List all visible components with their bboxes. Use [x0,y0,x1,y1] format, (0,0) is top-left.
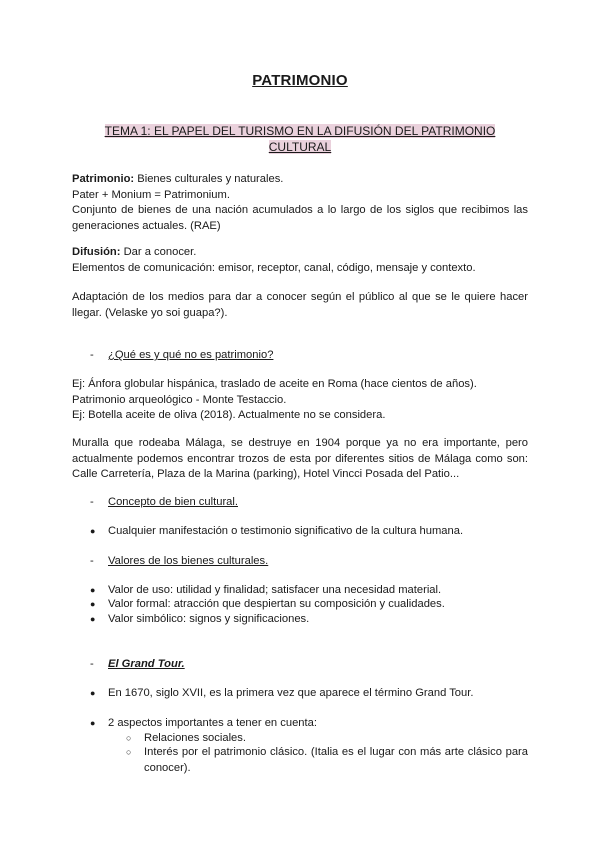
example-2: Ej: Botella aceite de oliva (2018). Actualmente no se considera. [72,409,386,421]
elementos-line: Elementos de comunicación: emisor, receptor, canal, código, mensaje y contexto. [72,261,476,274]
adaptacion-paragraph: Adaptación de los medios para dar a conocer según el público al que se le quiere hacer llegar. (Velaske yo soi guapa?). [72,291,528,319]
grand-tour-heading [90,657,185,672]
patrimonio-section [72,172,528,234]
etymology-line: Pater + Monium = Patrimonium. [72,188,230,201]
grand-tour-text: El Grand Tour. [108,658,185,670]
difusion-label: Difusión: [72,246,121,258]
bullet-item [90,612,528,628]
bullet-dot: ● [90,718,96,728]
bullet-dot: ● [90,688,96,698]
bullet-item [90,597,528,613]
bullet-text: Cualquier manifestación o testimonio significativo de la cultura humana. [108,525,464,537]
bullet-dot: ● [90,526,96,536]
dash-marker: - [90,349,94,361]
patrimonio-label: Patrimonio: [72,173,135,185]
bullet-item [90,716,528,732]
bullet-item [90,686,528,702]
dash-marker: - [90,555,94,567]
dash-marker: - [90,658,94,670]
topic-heading-text: TEMA 1: EL PAPEL DEL TURISMO EN LA DIFUSIÓN DEL PATRIMONIO CULTURAL [104,124,496,154]
question-text: ¿Qué es y qué no es patrimonio? [108,349,274,361]
sub-bullet-text: Interés por el patrimonio clásico. (Italia es el lugar con más arte clásico para conocer). [144,746,528,774]
conjunto-paragraph: Conjunto de bienes de una nación acumulados a lo largo de los siglos que recibimos las generaciones actuales. (RAE) [72,204,528,232]
valores-heading [90,554,268,569]
dash-marker: - [90,496,94,508]
bullet-text: En 1670, siglo XVII, es la primera vez que aparece el término Grand Tour. [108,687,474,699]
page-title: PATRIMONIO [252,72,348,89]
bullet-text: Valor simbólico: signos y significaciones. [108,613,310,625]
sub-bullet-item [126,745,528,776]
bullet-item [90,524,528,540]
valores-text: Valores de los bienes culturales. [108,555,269,567]
bullet-circle: ○ [126,733,132,743]
question-heading [90,348,273,363]
concepto-heading [90,495,238,510]
bullet-dot: ● [90,585,96,595]
muralla-paragraph: Muralla que rodeaba Málaga, se destruye en 1904 porque ya no era importante, pero actualmente podemos encontrar trozos de esta por diferentes sitios de Málaga como son: Calle Carretería, Plaza de la Marina (parking), Hotel Vincci Posada del Patio... [72,437,528,480]
bullet-text: Valor formal: atracción que despiertan su composición y cualidades. [108,598,445,610]
patrimonio-definition: Bienes culturales y naturales. [134,173,284,185]
example-1: Ej: Ánfora globular hispánica, traslado de aceite en Roma (hace cientos de años). [72,378,477,390]
bullet-dot: ● [90,599,96,609]
bullet-circle: ○ [126,747,132,757]
bullet-text: Valor de uso: utilidad y finalidad; satisfacer una necesidad material. [108,584,442,596]
bullet-dot: ● [90,614,96,624]
bullet-text: 2 aspectos importantes a tener en cuenta: [108,717,317,729]
difusion-section [72,245,528,276]
example-1b: Patrimonio arqueológico - Monte Testaccio. [72,393,287,406]
concepto-text: Concepto de bien cultural. [108,496,238,508]
sub-bullet-text: Relaciones sociales. [144,732,246,744]
examples-section [72,377,528,424]
difusion-definition: Dar a conocer. [120,246,197,258]
topic-heading [96,124,504,155]
